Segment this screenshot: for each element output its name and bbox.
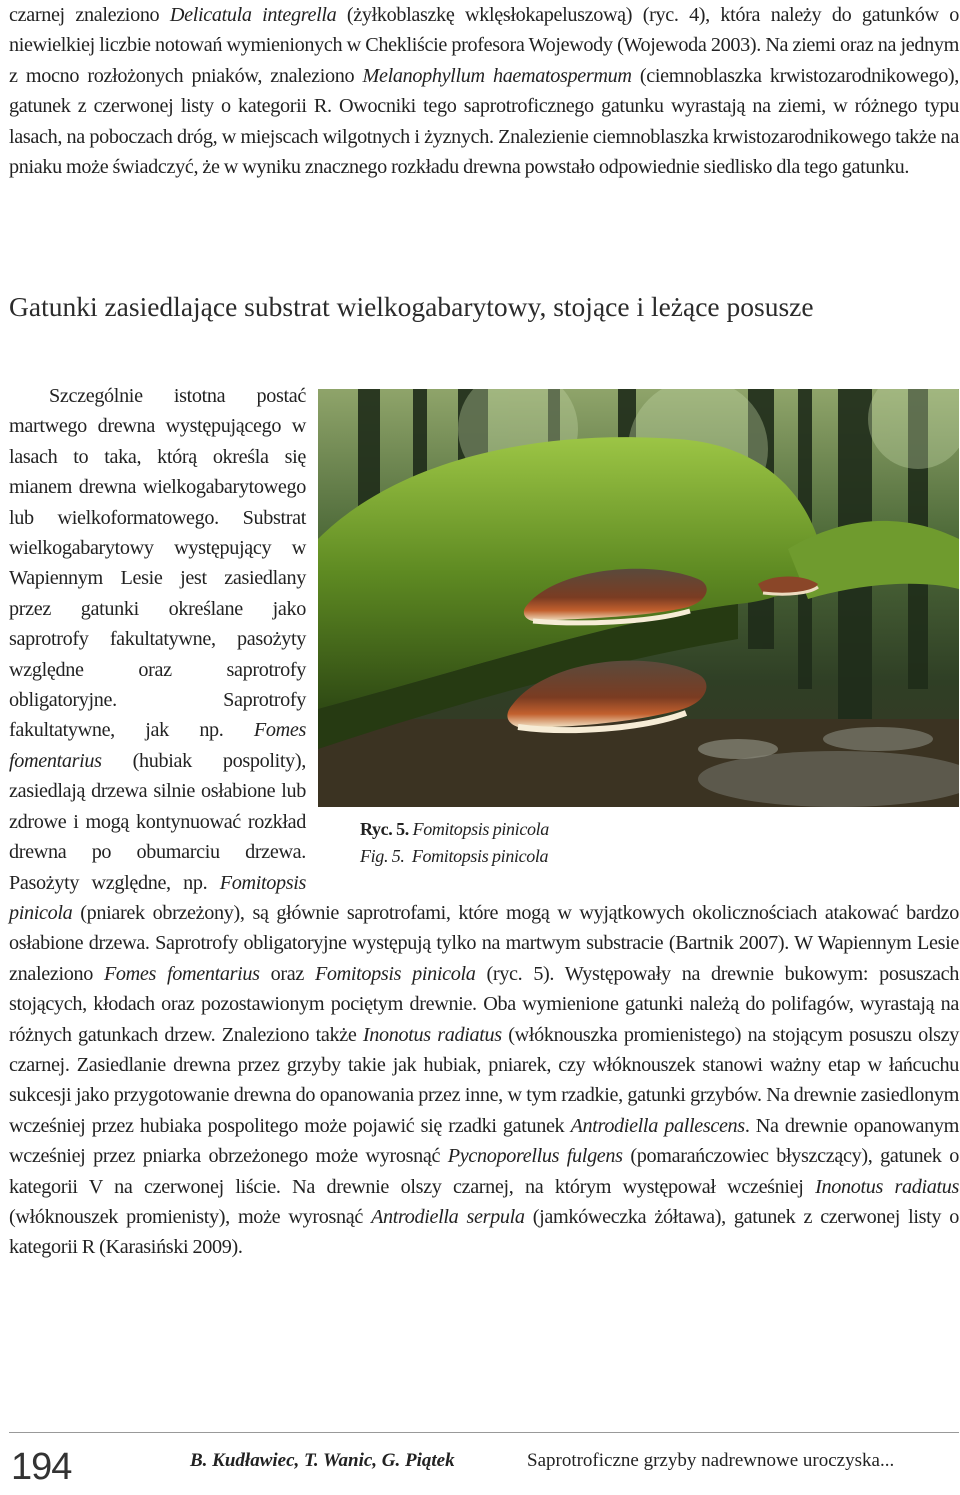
species-name: Fomes fomentarius [103, 962, 260, 985]
intro-paragraph [9, 0, 959, 182]
species-name: Delicatula integrella [169, 4, 337, 26]
species-name: Fomitopsis pinicola [9, 871, 306, 924]
species-name: Inonotus radiatus [362, 1023, 502, 1046]
text-run: . Na drewnie opanowanym wcześniej przez pniarka obrzeżonego może wyrosnąć [9, 1114, 959, 1168]
species-name: Antrodiella serpula [371, 1205, 525, 1228]
page-number: 194 [11, 1446, 72, 1488]
text-run: (jamkóweczka żółtawa), gatunek z czerwonej listy o kategorii R (Karasiński 2009). [9, 1205, 959, 1259]
text-run: (pomarańczowiec błyszczący), gatunek o kategorii V na czerwonej liście. Na drewnie olszy czarnej, na którym występował wcześniej [9, 1145, 959, 1198]
text-run: (hubiak pospolity), zasiedlają drzewa silnie osłabione lub zdrowe i mogą kontynuować rozkład drewna po obumarciu drzewa. Pasożyty względne, np. [9, 749, 306, 894]
species-name: Fomitopsis pinicola [314, 962, 476, 985]
text-run: oraz [259, 962, 315, 985]
section-paragraph [9, 381, 959, 1263]
species-name: Pycnoporellus fulgens [447, 1145, 623, 1168]
footer-divider [9, 1432, 959, 1433]
text-run: Szczególnie istotna postać martwego drewna występującego w lasach to taka, którą określa się mianem drewna wielkogabarytowego lub wielkoformatowego. Substrat wielkogabarytowy występujący w Wapiennym Lesie jest zasiedlany przez gatunki określane jako saprotrofy fakultatywne, pasożyty względne oraz saprotrofy obligatoryjne. Saprotrofy fakultatywne, jak np. [9, 385, 306, 742]
text-run: (ciemnoblaszka krwistozarodnikowego), gatunek z czerwonej listy o kategorii R. Owocniki tego saprotroficznego gatunku wyrastają na ziemi, w różnego typu lasach, na poboczach dróg, w miejscach wilgotnych i żyznych. Znalezienie ciemnoblaszka krwistozarodnikowego także na pniaku może świadczyć, że w wyniku znacznego rozkładu drewna powstało odpowiednie siedlisko dla tego gatunku. [9, 64, 960, 179]
species-name: Inonotus radiatus [815, 1175, 959, 1198]
footer-authors: B. Kudławiec, T. Wanic, G. Piątek [190, 1450, 455, 1471]
text-run: (żyłkoblaszkę wklęsłokapeluszową) (ryc. 4), która należy do gatunków o niewielkiej liczbie notowań wymienionych w Chekliście profesora Wojewody (Wojewoda 2003). Na ziemi oraz na jednym z mocno rozłożonych pniaków, znaleziono [9, 4, 959, 87]
running-title: Saprotroficzne grzyby nadrewnowe uroczyska... [527, 1450, 895, 1471]
text-run: czarnej znaleziono [9, 4, 170, 26]
caption-en-species: Fomitopsis pinicola [411, 846, 549, 866]
caption-pl-species: Fomitopsis pinicola [412, 819, 549, 839]
species-name: Melanophyllum haematospermum [362, 64, 632, 87]
text-run: (włóknouszek promienisty), może wyrosnąć [9, 1205, 372, 1228]
caption-pl-label: Ryc. 5. [360, 819, 409, 839]
figure [318, 389, 959, 870]
caption-en-label: Fig. 5. [360, 846, 405, 866]
figure-caption [320, 816, 959, 870]
text-run: (ryc. 5). Występowały na drewnie bukowym: posuszach stojących, kłodach oraz pozostawionym pociętym drewnie. Oba wymienione gatunki należą do polifagów, wyrastają na różnych gatunkach drzew. Znaleziono także [9, 962, 959, 1046]
text-run: (pniarek obrzeżony), są głównie saprotrofami, które mogą w wyjątkowych okolicznościach atakować bardzo osłabione drzewa. Saprotrofy obligatoryjne występują tylko na martwym substracie (Bartnik 2007). W Wapiennym Lesie znaleziono [9, 901, 959, 985]
species-name: Fomes fomentarius [9, 719, 306, 772]
fomitopsis-photo [318, 389, 959, 807]
text-run: (włóknouszka promienistego) na stojącym posuszu olszy czarnej. Zasiedlanie drewna przez grzyby takie jak hubiak, pniarek, czy włóknouszek stanowi ważny etap w łańcuchu sukcesji jako przygotowanie drewna do opanowania przez inne, w tym rzadkie, gatunki grzybów. Na drewnie zasiedlonym wcześniej przez hubiaka pospolitego może pojawić się rzadki gatunek [9, 1023, 959, 1137]
section-heading: Gatunki zasiedlające substrat wielkogabarytowy, stojące i leżące posusze [9, 291, 814, 322]
species-name: Antrodiella pallescens [570, 1114, 745, 1137]
